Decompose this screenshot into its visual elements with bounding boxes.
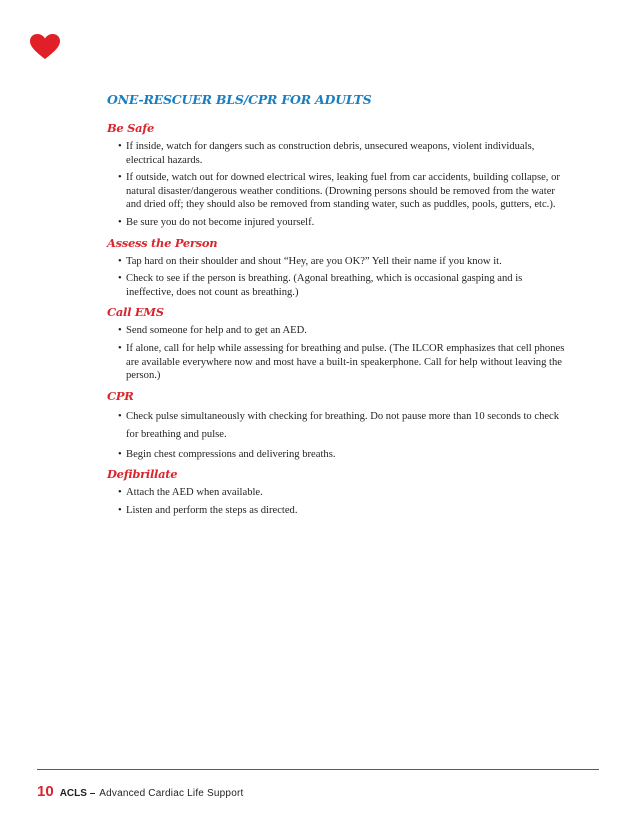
bullet-list xyxy=(107,324,569,382)
list-item: • If alone, call for help while assessing for breathing and pulse. (The ILCOR emphasizes that cell phones are available everywhere now and most have a built-in speakerphone. Call for help without leaving the person.) xyxy=(118,342,569,383)
list-item: • If outside, watch out for downed electrical wires, leaking fuel from car accidents, building collapse, or natural disaster/dangerous weather conditions. (Drowning persons should be removed from the water and dried off; they should also be removed from standing water, such as puddles, pools, gutters, etc.). xyxy=(118,171,569,212)
section-cpr xyxy=(107,389,569,462)
list-item: • If inside, watch for dangers such as construction debris, unsecured weapons, violent individuals, electrical hazards. xyxy=(118,140,569,167)
section-heading: Assess the Person xyxy=(107,235,218,250)
list-item: • Check pulse simultaneously with checking for breathing. Do not pause more than 10 seconds to check for breathing and pulse. xyxy=(118,408,569,444)
bullet-list xyxy=(107,408,569,462)
section-be-safe xyxy=(107,121,569,230)
section-heading: Be Safe xyxy=(107,121,154,135)
section-heading: Defibrillate xyxy=(107,467,178,482)
main-content xyxy=(107,92,569,524)
section-assess-the-person xyxy=(107,236,569,300)
heart-icon xyxy=(30,34,60,60)
section-heading: Call EMS xyxy=(107,305,164,320)
list-item: • Listen and perform the steps as directed. xyxy=(118,504,569,518)
section-call-ems xyxy=(107,305,569,382)
footer-title: Advanced Cardiac Life Support xyxy=(99,788,244,799)
bullet-list xyxy=(107,486,569,517)
section-defibrillate xyxy=(107,467,569,517)
list-item: • Begin chest compressions and delivering breaths. xyxy=(118,448,569,462)
page-number: 10 xyxy=(37,783,54,800)
page-title: ONE-RESCUER BLS/CPR FOR ADULTS xyxy=(107,92,372,107)
list-item: • Be sure you do not become injured yourself. xyxy=(118,216,569,230)
section-heading: CPR xyxy=(107,388,134,403)
list-item: • Attach the AED when available. xyxy=(118,486,569,500)
bullet-list xyxy=(107,140,569,230)
page-footer xyxy=(37,783,243,800)
footer-divider xyxy=(37,769,599,770)
list-item: • Tap hard on their shoulder and shout “Hey, are you OK?” Yell their name if you know it. xyxy=(118,255,569,269)
bullet-list xyxy=(107,255,569,300)
list-item: • Send someone for help and to get an AED. xyxy=(118,324,569,338)
footer-brand: ACLS – xyxy=(59,788,96,799)
list-item: • Check to see if the person is breathing. (Agonal breathing, which is occasional gasping and is ineffective, does not count as breathing.) xyxy=(118,272,569,299)
